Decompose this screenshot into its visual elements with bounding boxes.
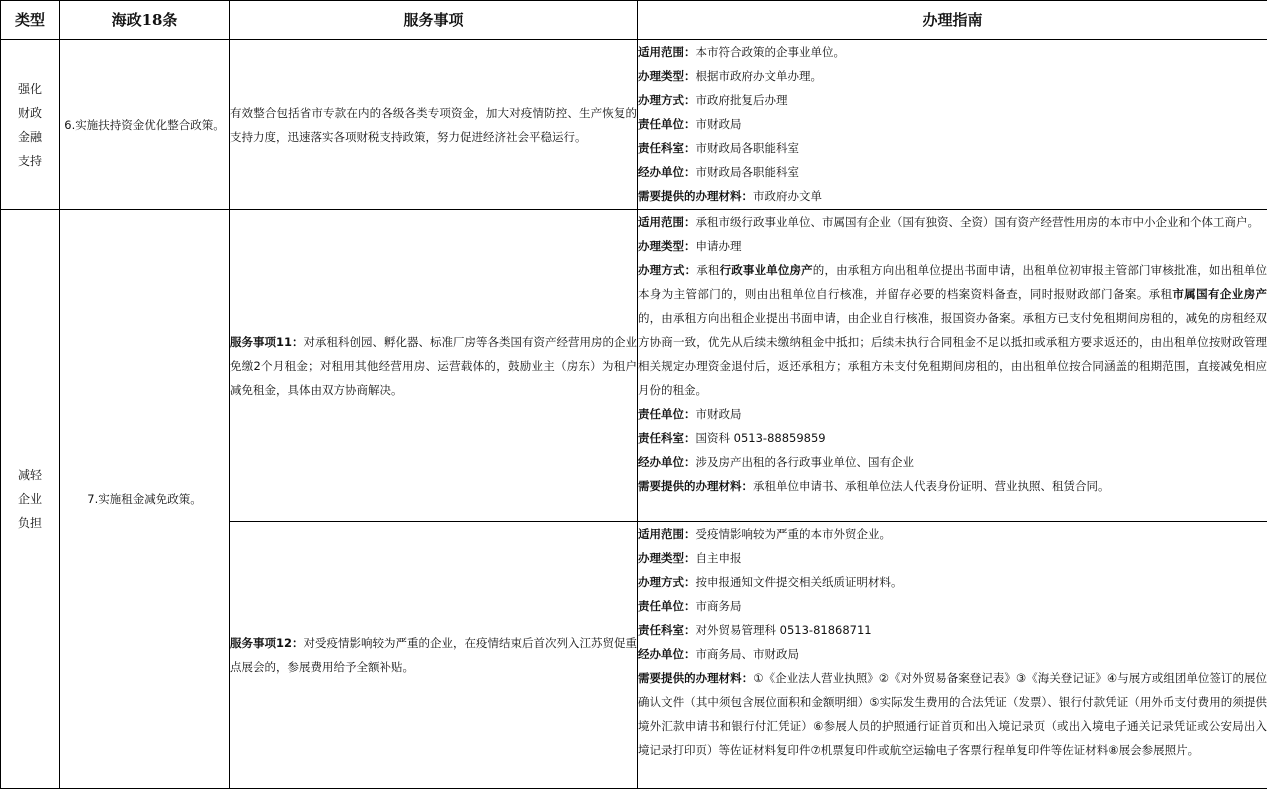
article-label: 7.实施租金减免政策。 [87,492,201,506]
guide-method: 办理方式：承租行政事业单位房产的，由承租方向出租单位提出书面申请，出租单位初审报主管部门审核批准，如出租单位本身为主管部门的，则由出租单位自行核准，并留存必要的档案资料备查，同时报财政部门备案。承租市属国有企业房产的，由承租方向出租企业提出书面申请，由企业自行核准，报国资办备案。承租方已支付免租期间房租的，减免的房租经双方协商一致，优先从后续未缴纳租金中抵扣；后续未执行合同租金不足以抵扣或承租方要求返还的，由出租单位按财政管理相关规定办理资金退付后，返还承租方；承租方未支付免租期间房租的，由出租单位按合同涵盖的租期范围，直接减免相应月份的租金。 [638,258,1267,402]
table-row [1,210,1267,522]
guide-handling-unit: 经办单位：涉及房产出租的各行政事业单位、国有企业 [638,450,1267,474]
article-label: 6.实施扶持资金优化整合政策。 [64,118,224,132]
table-row [1,40,1267,210]
guide-responsible-section: 责任科室：国资科 0513-88859859 [638,426,1267,450]
guide-materials: 需要提供的办理材料：①《企业法人营业执照》②《对外贸易备案登记表》③《海关登记证》④与展方或组团单位签订的展位确认文件（其中须包含展位面积和金额明细）⑤实际发生费用的合法凭证（发票）、银行付款凭证（用外币支付费用的须提供境外汇款申请书和银行付汇凭证）⑥参展人员的护照通行证首页和出入境记录页（或出入境电子通关记录凭证或公安局出入境记录打印页）等佐证材料复印件⑦机票复印件或航空运输电子客票行程单复印件等佐证材料⑧展会参展照片。 [638,666,1267,762]
guide-scope: 适用范围：受疫情影响较为严重的本市外贸企业。 [638,522,1267,546]
category-cell [1,40,60,210]
guide-materials: 需要提供的办理材料：承租单位申请书、承租单位法人代表身份证明、营业执照、租赁合同。 [638,474,1267,498]
category-cell [1,210,60,789]
guide-method: 办理方式：按申报通知文件提交相关纸质证明材料。 [638,570,1267,594]
service-description: 有效整合包括省市专款在内的各级各类专项资金，加大对疫情防控、生产恢复的支持力度，迅速落实各项财税支持政策，努力促进经济社会平稳运行。 [230,106,637,144]
guide-responsible-section: 责任科室：对外贸易管理科 0513-81868711 [638,618,1267,642]
header-article: 海政18条 [60,1,230,40]
service-description: 对承租科创园、孵化器、标准厂房等各类国有资产经营用房的企业免缴2个月租金；对租用其他经营用房、运营载体的，鼓励业主（房东）为租户减免租金，具体由双方协商解决。 [230,335,637,397]
guide-handling-unit: 经办单位：市商务局、市财政局 [638,642,1267,666]
header-service: 服务事项 [230,1,638,40]
guide-responsible-unit: 责任单位：市财政局 [638,402,1267,426]
guide-cell [638,210,1267,522]
service-description: 对受疫情影响较为严重的企业，在疫情结束后首次列入江苏贸促重点展会的，参展费用给予全额补贴。 [230,636,637,674]
guide-type: 办理类型：自主申报 [638,546,1267,570]
article-cell [60,40,230,210]
service-cell [230,40,638,210]
guide-materials: 需要提供的办理材料：市政府办文单 [638,184,1267,208]
service-title: 服务事项11： [230,335,304,349]
guide-cell [638,40,1267,210]
guide-cell [638,522,1267,789]
guide-responsible-section: 责任科室：市财政局各职能科室 [638,136,1267,160]
guide-responsible-unit: 责任单位：市财政局 [638,112,1267,136]
service-cell [230,210,638,522]
category-label: 减轻企业负担 [16,463,44,535]
guide-type: 办理类型：根据市政府办文单办理。 [638,64,1267,88]
guide-method: 办理方式：市政府批复后办理 [638,88,1267,112]
guide-scope: 适用范围：承租市级行政事业单位、市属国有企业（国有独资、全资）国有资产经营性用房的本市中小企业和个体工商户。 [638,210,1267,234]
guide-handling-unit: 经办单位：市财政局各职能科室 [638,160,1267,184]
header-row [1,1,1267,40]
guide-type: 办理类型：申请办理 [638,234,1267,258]
guide-scope: 适用范围：本市符合政策的企事业单位。 [638,40,1267,64]
header-type: 类型 [1,1,60,40]
guide-responsible-unit: 责任单位：市商务局 [638,594,1267,618]
article-cell [60,210,230,789]
service-cell [230,522,638,789]
service-title: 服务事项12： [230,636,304,650]
category-label: 强化财政金融支持 [16,77,44,173]
header-guide: 办理指南 [638,1,1267,40]
